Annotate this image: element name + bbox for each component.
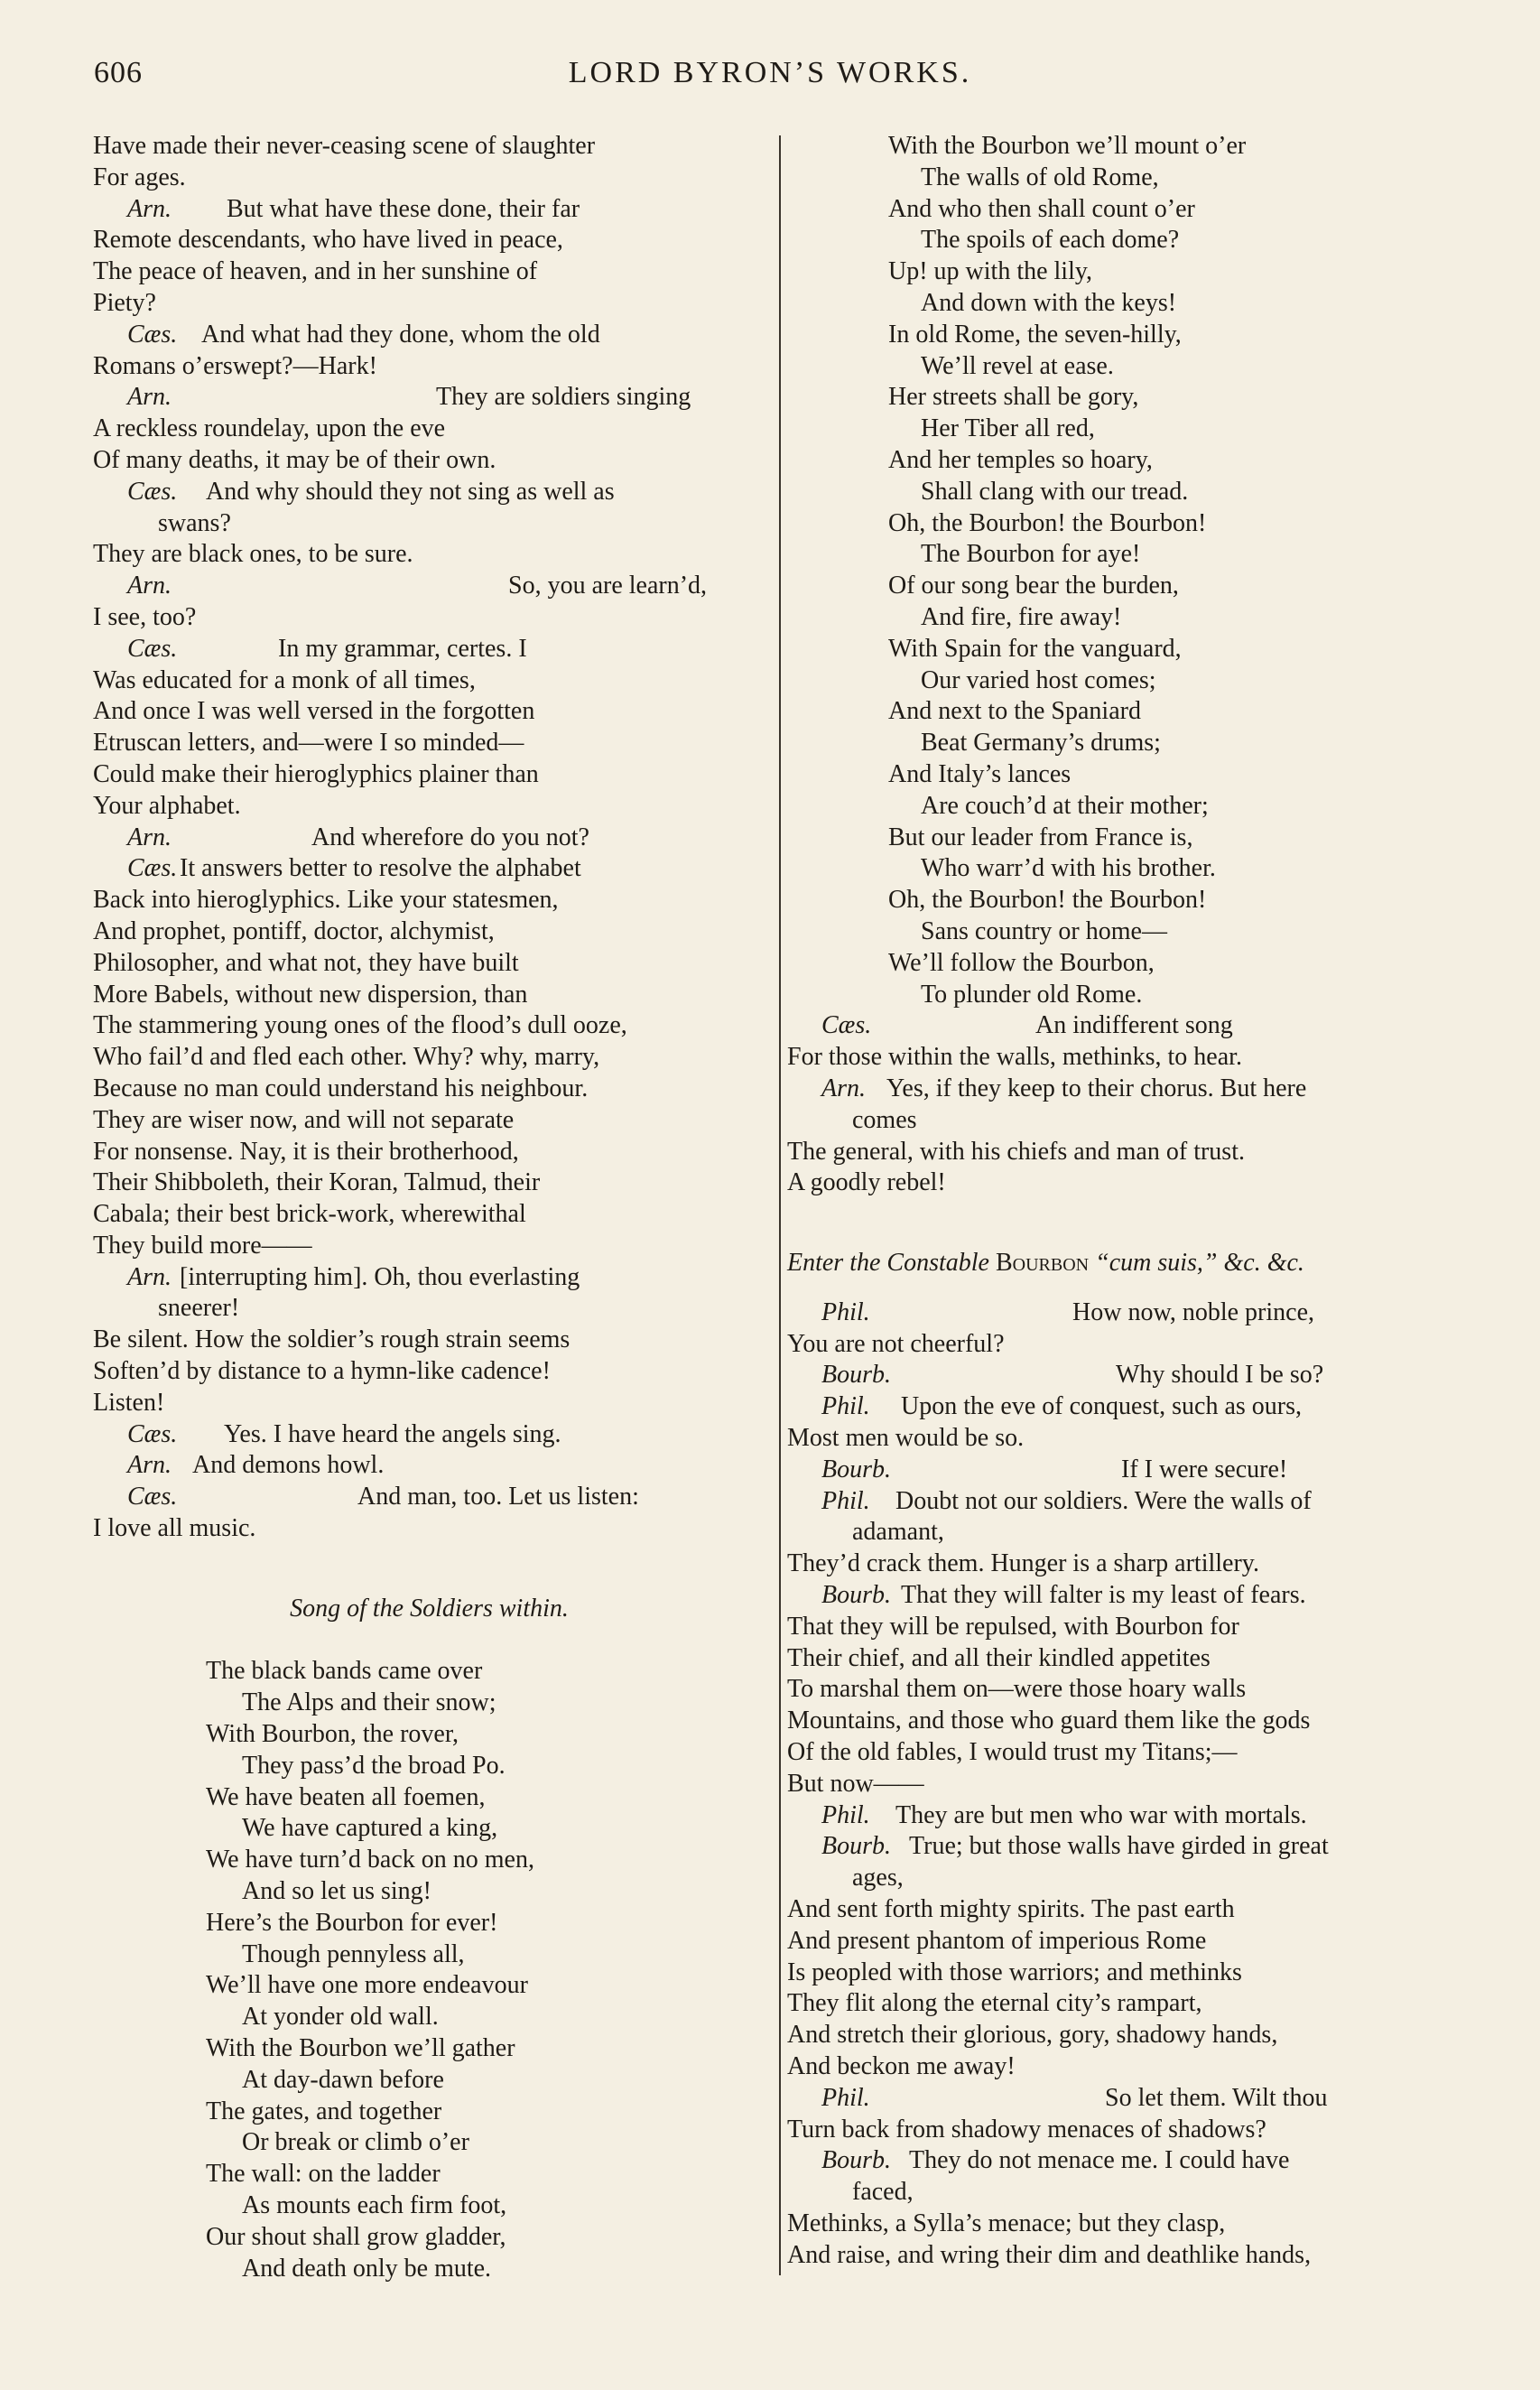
text-line: Piety? [93,288,156,317]
text-line: And demons howl. [192,1451,385,1480]
text-line: That they will falter is my least of fears. [901,1581,1306,1610]
text-line: Listen! [93,1388,165,1417]
song-line: The gates, and together [206,2097,442,2125]
text-line: Romans o’erswept?—Hark! [93,351,377,380]
song-line: Or break or climb o’er [242,2128,469,2157]
text-line: And prophet, pontiff, doctor, alchymist, [93,916,495,945]
text-line: Remote descendants, who have lived in peace, [93,226,563,255]
right-column [787,131,1466,2272]
text-line: swans? [158,508,231,537]
song-line: Of our song bear the burden, [888,572,1179,600]
text-line: So, you are learn’d, [508,572,708,600]
speech-line [787,2145,1466,2177]
text-line: adamant, [852,1518,944,1547]
speaker-label: Arn. [821,1074,866,1102]
text-line: Why should I be so? [1116,1361,1324,1390]
speaker-label: Bourb. [821,1581,891,1610]
speech-line [787,1800,1466,1832]
text-line: Have made their never-ceasing scene of slaughter [93,132,596,160]
text-line: Doubt not our soldiers. Were the walls of [895,1486,1312,1515]
song-line: The black bands came over [206,1657,483,1686]
text-line: Could make their hieroglyphics plainer than [93,759,539,788]
text-line: Was educated for a monk of all times, [93,665,476,694]
speaker-label: Phil. [821,2083,870,2112]
song-line: They pass’d the broad Po. [242,1751,506,1780]
text-line: Yes, if they keep to their chorus. But here [886,1074,1307,1102]
song-line: Her Tiber all red, [921,414,1095,443]
page-header [94,56,1446,101]
text-line: They flit along the eternal city’s rampart, [787,1989,1202,2018]
text-line: And why should they not sing as well as [206,477,615,506]
speech-line [787,1580,1466,1612]
text-line: And wherefore do you not? [311,823,589,851]
text-line: Their chief, and all their kindled appetites [787,1643,1211,1672]
text-line: That they will be repulsed, with Bourbon for [787,1612,1239,1641]
text-line: They are wiser now, and will not separate [93,1105,515,1134]
speaker-label: Arn. [127,1262,172,1291]
text-line: It answers better to resolve the alphabet [180,854,581,883]
text-line: A goodly rebel! [787,1168,946,1197]
speaker-label: Cæs. [127,854,178,883]
speech-line [93,1482,765,1513]
speaker-label: Bourb. [821,1455,891,1483]
text-line: And sent forth mighty spirits. The past earth [787,1895,1235,1924]
text-line: Because no man could understand his neighbour. [93,1074,589,1102]
speaker-label: Cæs. [127,634,178,663]
speech-line [93,853,765,885]
text-line: But now—— [787,1769,924,1798]
running-title: LORD BYRON’S WORKS. [568,56,972,89]
speaker-label: Bourb. [821,2146,891,2175]
text-line: For ages. [93,163,186,191]
text-line: The stammering young ones of the flood’s dull ooze, [93,1011,627,1040]
song-line: At yonder old wall. [242,2003,439,2032]
speech-line [787,1391,1466,1423]
speech-line [787,1074,1466,1105]
speech-line [787,1010,1466,1042]
text-line: Turn back from shadowy menaces of shadows? [787,2115,1266,2144]
speaker-label: Phil. [821,1800,870,1829]
text-line: comes [852,1105,917,1134]
left-column [93,131,765,2284]
speaker-label: Arn. [127,194,172,223]
speech-line [787,1455,1466,1486]
text-line: Be silent. How the soldier’s rough strain seems [93,1325,571,1354]
text-line: Mountains, and those who guard them like the gods [787,1706,1311,1735]
stage-direction-rest: “cum suis,” &c. &c. [1095,1249,1304,1278]
text-line: You are not cheerful? [787,1329,1005,1358]
text-line: sneerer! [158,1294,240,1323]
speech-line [93,477,765,508]
speech-line [93,1419,765,1451]
text-line: How now, noble prince, [1072,1297,1315,1326]
text-line: An indifferent song [1035,1011,1233,1040]
text-line: I love all music. [93,1514,256,1543]
stage-direction-enter: Enter the Constable [787,1249,989,1278]
text-line: But what have these done, their far [227,194,580,223]
song-line: We’ll revel at ease. [921,351,1114,380]
text-line: Your alphabet. [93,791,241,820]
speech-line [93,1450,765,1482]
song-line: Are couch’d at their mother; [921,791,1209,820]
song-line: Though pennyless all, [242,1939,465,1968]
speaker-label: Phil. [821,1486,870,1515]
text-line: Cabala; their best brick-work, wherewithal [93,1200,526,1229]
text-line: And stretch their glorious, gory, shadowy hands, [787,2021,1278,2050]
text-line: Of many deaths, it may be of their own. [93,445,496,474]
text-line: ages, [852,1864,904,1892]
text-line: They build more—— [93,1231,312,1260]
text-line: And beckon me away! [787,2052,1016,2081]
song-line: Oh, the Bourbon! the Bourbon! [888,508,1207,537]
text-line: True; but those walls have girded in great [909,1832,1329,1861]
song-line: And next to the Spaniard [888,697,1141,726]
text-line: They’d crack them. Hunger is a sharp artillery. [787,1549,1259,1578]
song-line: Who warr’d with his brother. [921,854,1216,883]
speech-line [93,571,765,602]
speaker-label: Cæs. [127,1419,178,1448]
text-line: And man, too. Let us listen: [357,1483,639,1511]
text-line: So let them. Wilt thou [1105,2083,1328,2112]
song-line: Oh, the Bourbon! the Bourbon! [888,886,1207,915]
text-line: Yes. I have heard the angels sing. [224,1419,561,1448]
speech-line [787,1831,1466,1863]
song-line: We have captured a king, [242,1814,498,1843]
song-line: In old Rome, the seven-hilly, [888,320,1182,349]
text-line: Of the old fables, I would trust my Titans;— [787,1738,1238,1767]
text-line: Etruscan letters, and—were I so minded— [93,729,524,758]
song-line: And down with the keys! [921,288,1177,317]
text-line: The peace of heaven, and in her sunshine of [93,257,538,286]
song-line: With the Bourbon we’ll gather [206,2034,515,2063]
speech-line [787,1360,1466,1391]
stage-direction-name: Bourbon [995,1249,1090,1278]
text-line: For those within the walls, methinks, to hear. [787,1043,1242,1072]
speech-line [93,382,765,414]
text-line: Soften’d by distance to a hymn-like cadence! [93,1357,551,1386]
text-line: They are soldiers singing [436,383,691,412]
text-line: And once I was well versed in the forgotten [93,697,535,726]
text-line: faced, [852,2178,914,2207]
song-line: Shall clang with our tread. [921,477,1189,506]
song-line: Beat Germany’s drums; [921,729,1161,758]
song-line: The walls of old Rome, [921,163,1159,191]
song-line: To plunder old Rome. [921,980,1143,1009]
text-line: Who fail’d and fled each other. Why? why, marry, [93,1043,600,1072]
song-line: We’ll have one more endeavour [206,1971,528,2000]
song-line: Our varied host comes; [921,665,1156,694]
text-line: And what had they done, whom the old [201,320,600,349]
speaker-label: Arn. [127,572,172,600]
song-line: But our leader from France is, [888,823,1193,851]
speaker-label: Bourb. [821,1832,891,1861]
text-line: And raise, and wring their dim and deathlike hands, [787,2240,1312,2269]
page-number: 606 [94,56,143,89]
text-line: [interrupting him]. Oh, thou everlasting [180,1262,580,1291]
speaker-label: Bourb. [821,1361,891,1390]
song-line: Here’s the Bourbon for ever! [206,1908,498,1937]
speaker-label: Cæs. [821,1011,872,1040]
speaker-label: Arn. [127,823,172,851]
song-line: Sans country or home— [921,916,1167,945]
text-line: To marshal them on—were those hoary walls [787,1675,1247,1704]
song-line: The Bourbon for aye! [921,540,1141,569]
song-line: And her temples so hoary, [888,445,1153,474]
song-line: With Spain for the vanguard, [888,634,1182,663]
song-line: Her streets shall be gory, [888,383,1139,412]
speech-line [93,1262,765,1294]
text-line: For nonsense. Nay, it is their brotherhood, [93,1137,519,1166]
song-line: Our shout shall grow gladder, [206,2222,506,2251]
text-line: The general, with his chiefs and man of trust. [787,1137,1245,1166]
song-line: And death only be mute. [242,2254,492,2283]
song-line: As mounts each firm foot, [242,2191,507,2219]
text-line: Most men would be so. [787,1424,1025,1453]
speaker-label: Phil. [821,1392,870,1421]
text-line: If I were secure! [1121,1455,1288,1483]
speech-line [93,194,765,226]
speech-line [93,634,765,665]
song-line: We’ll follow the Bourbon, [888,948,1155,977]
column-divider [779,135,781,2275]
song-line: With the Bourbon we’ll mount o’er [888,132,1247,160]
speech-line [93,823,765,854]
song-line: And so let us sing! [242,1877,431,1906]
speech-line [787,2083,1466,2115]
text-line: A reckless roundelay, upon the eve [93,414,446,443]
speech-line [787,1297,1466,1329]
text-line: They are but men who war with mortals. [895,1800,1307,1829]
song-line: The spoils of each dome? [921,226,1180,255]
song-line: We have turn’d back on no men, [206,1846,534,1874]
text-line: I see, too? [93,602,197,631]
speaker-label: Arn. [127,383,172,412]
stage-direction [787,1248,1466,1279]
text-line: Upon the eve of conquest, such as ours, [901,1392,1303,1421]
text-line: More Babels, without new dispersion, than [93,980,528,1009]
song-line: The wall: on the ladder [206,2160,441,2189]
song-line: And who then shall count o’er [888,194,1195,223]
text-line: Back into hieroglyphics. Like your statesmen, [93,886,559,915]
song-line: We have beaten all foemen, [206,1782,486,1811]
text-line: They are black ones, to be sure. [93,540,413,569]
text-line: Their Shibboleth, their Koran, Talmud, their [93,1168,541,1197]
song-line: Up! up with the lily, [888,257,1093,286]
speaker-label: Phil. [821,1297,870,1326]
speaker-label: Cæs. [127,320,178,349]
speaker-label: Arn. [127,1451,172,1480]
text-line: They do not menace me. I could have [909,2146,1290,2175]
song-line: With Bourbon, the rover, [206,1720,459,1749]
song-line: The Alps and their snow; [242,1688,496,1717]
song-line: And fire, fire away! [921,602,1122,631]
speaker-label: Cæs. [127,1483,178,1511]
song-title: Song of the Soldiers within. [290,1594,569,1623]
text-line: In my grammar, certes. I [278,634,527,663]
text-line: Philosopher, and what not, they have built [93,948,519,977]
text-line: And present phantom of imperious Rome [787,1926,1207,1955]
speech-line [93,320,765,351]
text-line: Is peopled with those warriors; and methinks [787,1958,1242,1986]
speaker-label: Cæs. [127,477,178,506]
text-line: Methinks, a Sylla’s menace; but they clasp, [787,2209,1226,2237]
speech-line [787,1486,1466,1518]
song-line: At day-dawn before [242,2065,444,2094]
song-line: And Italy’s lances [888,759,1072,788]
